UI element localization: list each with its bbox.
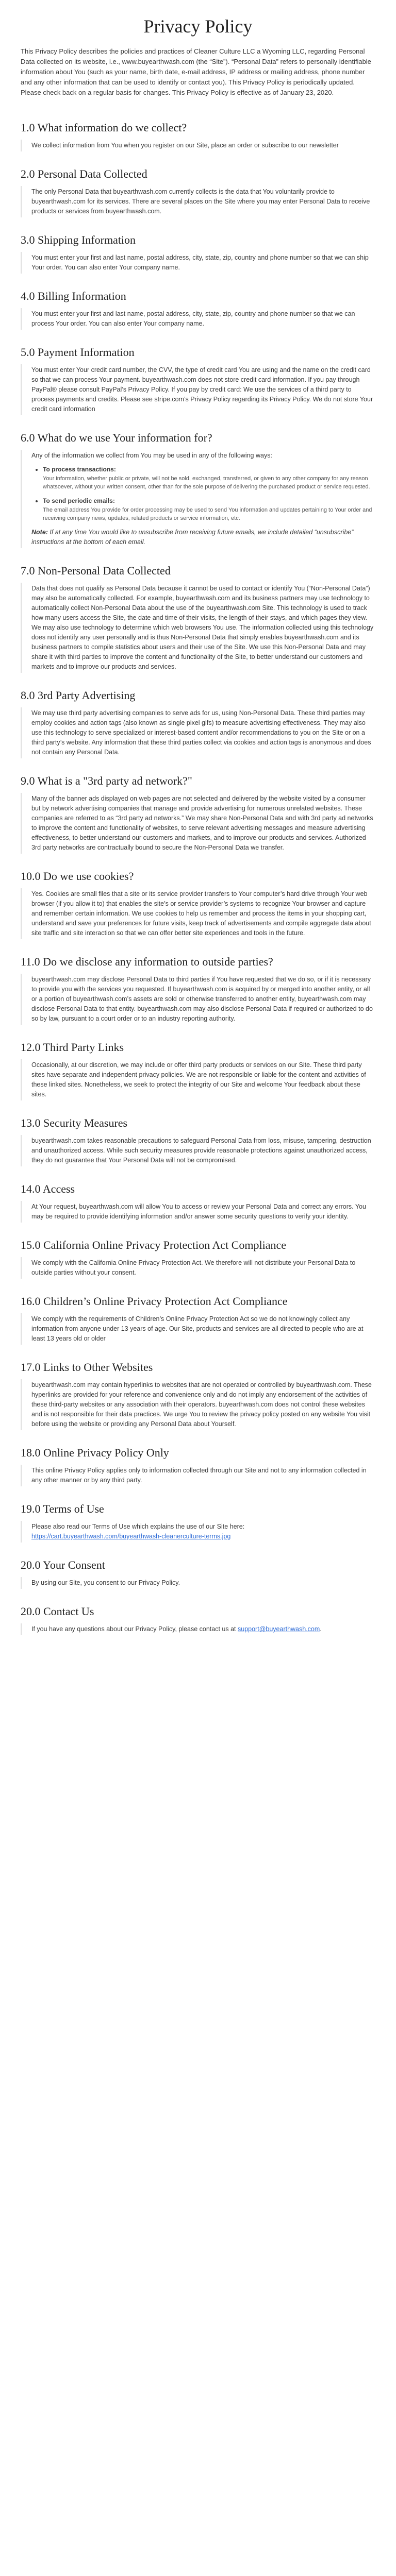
section-your-consent (21, 1558, 375, 1589)
section-body (21, 888, 375, 939)
contact-text-end: . (320, 1625, 322, 1633)
section-body (21, 186, 375, 217)
section-title: 5.0 Payment Information (21, 346, 135, 359)
section-title: 14.0 Access (21, 1182, 75, 1195)
note-text: If at any time You would like to unsubscribe from receiving future emails, we include detailed “unsubscribe” instructions at the bottom of each email. (31, 529, 354, 546)
section-title: 10.0 Do we use cookies? (21, 870, 134, 883)
section-use-of-information (21, 431, 375, 548)
section-text: We comply with the requirements of Children’s Online Privacy Protection Act so we do not knowingly collect any information from anyone under 13 years of age. Our Site, products and services are all directed to people who are at least 13 years old or older (31, 1315, 364, 1342)
section-text: We comply with the California Online Privacy Protection Act. We therefore will not distribute your Personal Data to outside parties without your consent. (31, 1259, 356, 1276)
section-body (21, 1623, 375, 1635)
contact-text: If you have any questions about our Privacy Policy, please contact us at (31, 1625, 238, 1633)
section-title: 15.0 California Online Privacy Protection Act Compliance (21, 1239, 287, 1251)
section-body (21, 450, 375, 548)
section-body (21, 1201, 375, 1223)
section-disclosure (21, 955, 375, 1025)
section-title: 2.0 Personal Data Collected (21, 167, 147, 180)
section-text: Many of the banner ads displayed on web pages are not selected and delivered by the website visited by a consumer but by network advertising companies that manage and provide advertising for numerous unrelated websites. These companies are referred to as “3rd party ad networks.” We may share Non-Personal Data and with 3rd party ad networks to improve the content and functionality of websites, to serve relevant advertising messages and measure advertising effectiveness, to better understand our customers and markets, and to improve our products and services. Authorized 3rd party networks are contractually bound to secure the Non-Personal Data we transfer. (31, 795, 373, 851)
section-text: At Your request, buyearthwash.com will allow You to access or review your Personal Data and correct any errors. You may be required to provide identifying information and/or answer some security questions to verify your identity. (31, 1203, 366, 1220)
section-text: You must enter Your credit card number, the CVV, the type of credit card You are using and the name on the credit card so that we can process Your payment. buyearthwash.com does not store credit card information. If you pay through PayPal® please consult PayPal’s Privacy Policy. If you pay by credit card: We use the services of a third party to process payments and credits. Please see stripe.com’s Privacy Policy regarding its Privacy Policy. We do not store Your credit card information (31, 366, 373, 413)
section-title: 4.0 Billing Information (21, 290, 126, 302)
section-body (21, 974, 375, 1025)
section-title: 9.0 What is a "3rd party ad network?" (21, 774, 192, 787)
unsubscribe-note (31, 528, 375, 547)
section-body (21, 707, 375, 758)
terms-text: Please also read our Terms of Use which explains the use of our Site here: (31, 1523, 245, 1530)
section-ad-network (21, 774, 375, 854)
page-title: Privacy Policy (143, 16, 253, 37)
section-title: 19.0 Terms of Use (21, 1502, 104, 1515)
list-item (43, 465, 375, 491)
section-text: We collect information from You when you register on our Site, place an order or subscribe to our newsletter (31, 142, 339, 149)
section-non-personal-data (21, 564, 375, 673)
section-body (21, 364, 375, 415)
section-body (21, 140, 375, 151)
list-item (43, 496, 375, 522)
note-label: Note: (31, 529, 48, 536)
section-other-websites (21, 1360, 375, 1430)
section-contact-us (21, 1604, 375, 1635)
section-body (21, 1257, 375, 1279)
section-text: buyearthwash.com may contain hyperlinks to websites that are not operated or controlled by buyearthwash.com. These hyperlinks are provided for your reference and convenience only and do not imply any endorsement of the activities of these third-party websites or any association with their operators. buyearthwash.com does not control these websites and is not responsible for their data practices. We urge You to review the privacy policy posted on any website You visit before using the website or providing any Personal Data about Yourself. (31, 1381, 372, 1428)
section-body (21, 1313, 375, 1345)
section-title: 20.0 Your Consent (21, 1558, 105, 1571)
section-personal-data (21, 167, 375, 217)
list-item-title: • To send periodic emails: (43, 497, 115, 504)
section-text: The only Personal Data that buyearthwash.com currently collects is the data that You voluntarily provide to buyearthwash.com for its services. There are several places on the Site where you may enter Personal Data to receive products or services from buyearthwash.com. (31, 188, 370, 215)
list-item-title: • To process transactions: (43, 466, 116, 473)
section-text: buyearthwash.com may disclose Personal Data to third parties if You have requested that we do so, or if it is necessary to provide you with the services you requested. If buyearthwash.com is acquired by or merged into another entity, or all or a portion of buyearthwash.com’s assets are sold or otherwise transferred to another entity, buyearthwash.com may disclose Personal Data to that entity. buyearthwash.com may also disclose Personal Data if required or authorized to do so by law, pursuant to a court order or to an industry reporting authority. (31, 976, 373, 1022)
section-text: Occasionally, at our discretion, we may include or offer third party products or services on our Site. These third party sites have separate and independent privacy policies. We are not responsible or liable for the content and activities of these linked sites. Nonetheless, we seek to protect the integrity of our Site and welcome Your feedback about these sites. (31, 1061, 366, 1098)
intro-paragraph: This Privacy Policy describes the policies and practices of Cleaner Culture LLC a Wyoming LLC, regarding Personal Data collected on its website, i.e., www.buyearthwash.com (the “Site”). “Personal Data” refers to personally identifiable information about You (such as your name, birth date, e-mail address, IP address or mailing address, phone number and any other information that can be used to identify or contact you). This Privacy Policy is periodically updated. Please check back on a regular basis for changes. This Privacy Policy is effective as of January 23, 2020. (21, 47, 371, 96)
section-body (21, 583, 375, 673)
section-text: You must enter your first and last name, postal address, city, state, zip, country and phone number so that we can process Your order. You can also enter Your company name. (31, 310, 355, 327)
list-item-text: Your information, whether public or private, will not be sold, exchanged, transferred, or given to any other company for any reason whatsoever, without your written consent, other than for the sole purpose of delivering the purchased product or service requested. (43, 476, 370, 490)
section-coppa (21, 1294, 375, 1345)
section-title: 11.0 Do we disclose any information to outside parties? (21, 955, 273, 968)
privacy-policy-page (21, 0, 375, 1635)
section-third-party-advertising (21, 688, 375, 758)
section-body (21, 1059, 375, 1100)
section-shipping-information (21, 233, 375, 274)
section-access (21, 1182, 375, 1223)
section-title: 16.0 Children’s Online Privacy Protection Act Compliance (21, 1295, 288, 1308)
section-text: buyearthwash.com takes reasonable precautions to safeguard Personal Data from loss, misuse, tampering, destruction and unauthorized access. While such security measures provide reasonable protections against unauthorized access, they do not guarantee that Your Personal Data will not be compromised. (31, 1137, 371, 1164)
section-payment-information (21, 345, 375, 415)
section-title: 6.0 What do we use Your information for? (21, 431, 212, 444)
section-text: Yes. Cookies are small files that a site or its service provider transfers to Your computer’s hard drive through Your web browser (if you allow it to) that enables the site’s or service provider’s systems to recognize Your browser and capture and remember certain information. We use cookies to help us remember and process the items in your shopping cart, understand and save your preferences for future visits, keep track of advertisements and compile aggregate data about site traffic and site interaction so that we can offer better site experiences and tools in the future. (31, 890, 371, 937)
section-body (21, 793, 375, 854)
section-text: This online Privacy Policy applies only to information collected through our Site and not to any information collected in any other manner or by any third party. (31, 1467, 367, 1484)
section-third-party-links (21, 1040, 375, 1100)
section-text: We may use third party advertising companies to serve ads for us, using Non-Personal Data. These third parties may employ cookies and action tags (also known as single pixel gifs) to measure advertising effectiveness. They may also use this technology to serve specialized or interest-based content and/or recommendations to you on the Site or on a third party’s website. Any information that these third parties collect via cookies and action tags is anonymous and does not contain any Personal Data. (31, 709, 371, 756)
usage-list (31, 465, 375, 522)
section-terms-of-use (21, 1502, 375, 1543)
section-body (21, 252, 375, 274)
section-body (21, 1577, 375, 1589)
section-title: 18.0 Online Privacy Policy Only (21, 1446, 169, 1459)
section-text: Data that does not qualify as Personal Data because it cannot be used to contact or identify You (“Non-Personal Data”) may also be automatically collected. For example, buyearthwash.com and its business partners may use technology to automatically collect Non-Personal Data about the use of the buyearthwash.com Site. This technology is used to track how many users access the Site, the date and time of their visits, the length of their stays, and which pages they view. We may also use technology to determine which web browsers You use. The information collected using this technology does not identify any user personally and is thus Non-Personal Data that simply enables buyearthwash.com and its business partners to compile statistics about users and their use of the Site. We use this Non-Personal Data and may share it with third parties to improve the content and functionality of the Site, to better understand our customers and markets and to improve our products and services. (31, 585, 374, 670)
section-body (21, 1379, 375, 1430)
support-email-link[interactable]: support@buyearthwash.com (238, 1625, 320, 1633)
section-title: 13.0 Security Measures (21, 1116, 128, 1129)
section-title: 7.0 Non-Personal Data Collected (21, 564, 171, 577)
section-title: 3.0 Shipping Information (21, 233, 136, 246)
section-title: 17.0 Links to Other Websites (21, 1361, 153, 1374)
terms-link[interactable]: https://cart.buyearthwash.com/buyearthwash-cleanerculture-terms.jpg (31, 1533, 231, 1540)
section-online-policy-only (21, 1446, 375, 1486)
section-billing-information (21, 289, 375, 330)
section-cookies (21, 869, 375, 939)
section-title: 12.0 Third Party Links (21, 1041, 124, 1054)
section-body (21, 1135, 375, 1166)
section-title: 8.0 3rd Party Advertising (21, 689, 136, 702)
section-text (31, 1522, 375, 1541)
section-caloppa (21, 1238, 375, 1279)
section-body (21, 1521, 375, 1543)
section-text: By using our Site, you consent to our Privacy Policy. (31, 1579, 180, 1586)
section-security-measures (21, 1116, 375, 1166)
section-body (21, 1465, 375, 1486)
section-text: Any of the information we collect from You may be used in any of the following ways: (31, 452, 272, 459)
section-text (31, 1624, 375, 1634)
section-body (21, 308, 375, 330)
section-title: 1.0 What information do we collect? (21, 121, 187, 134)
section-what-information (21, 121, 375, 151)
section-text: You must enter your first and last name, postal address, city, state, zip, country and phone number so that we can ship Your order. You can also enter Your company name. (31, 254, 369, 271)
list-item-text: The email address You provide for order processing may be used to send You information and updates pertaining to Your order and receiving company news, updates, related products or service information, etc. (43, 507, 372, 521)
section-title: 20.0 Contact Us (21, 1605, 94, 1618)
